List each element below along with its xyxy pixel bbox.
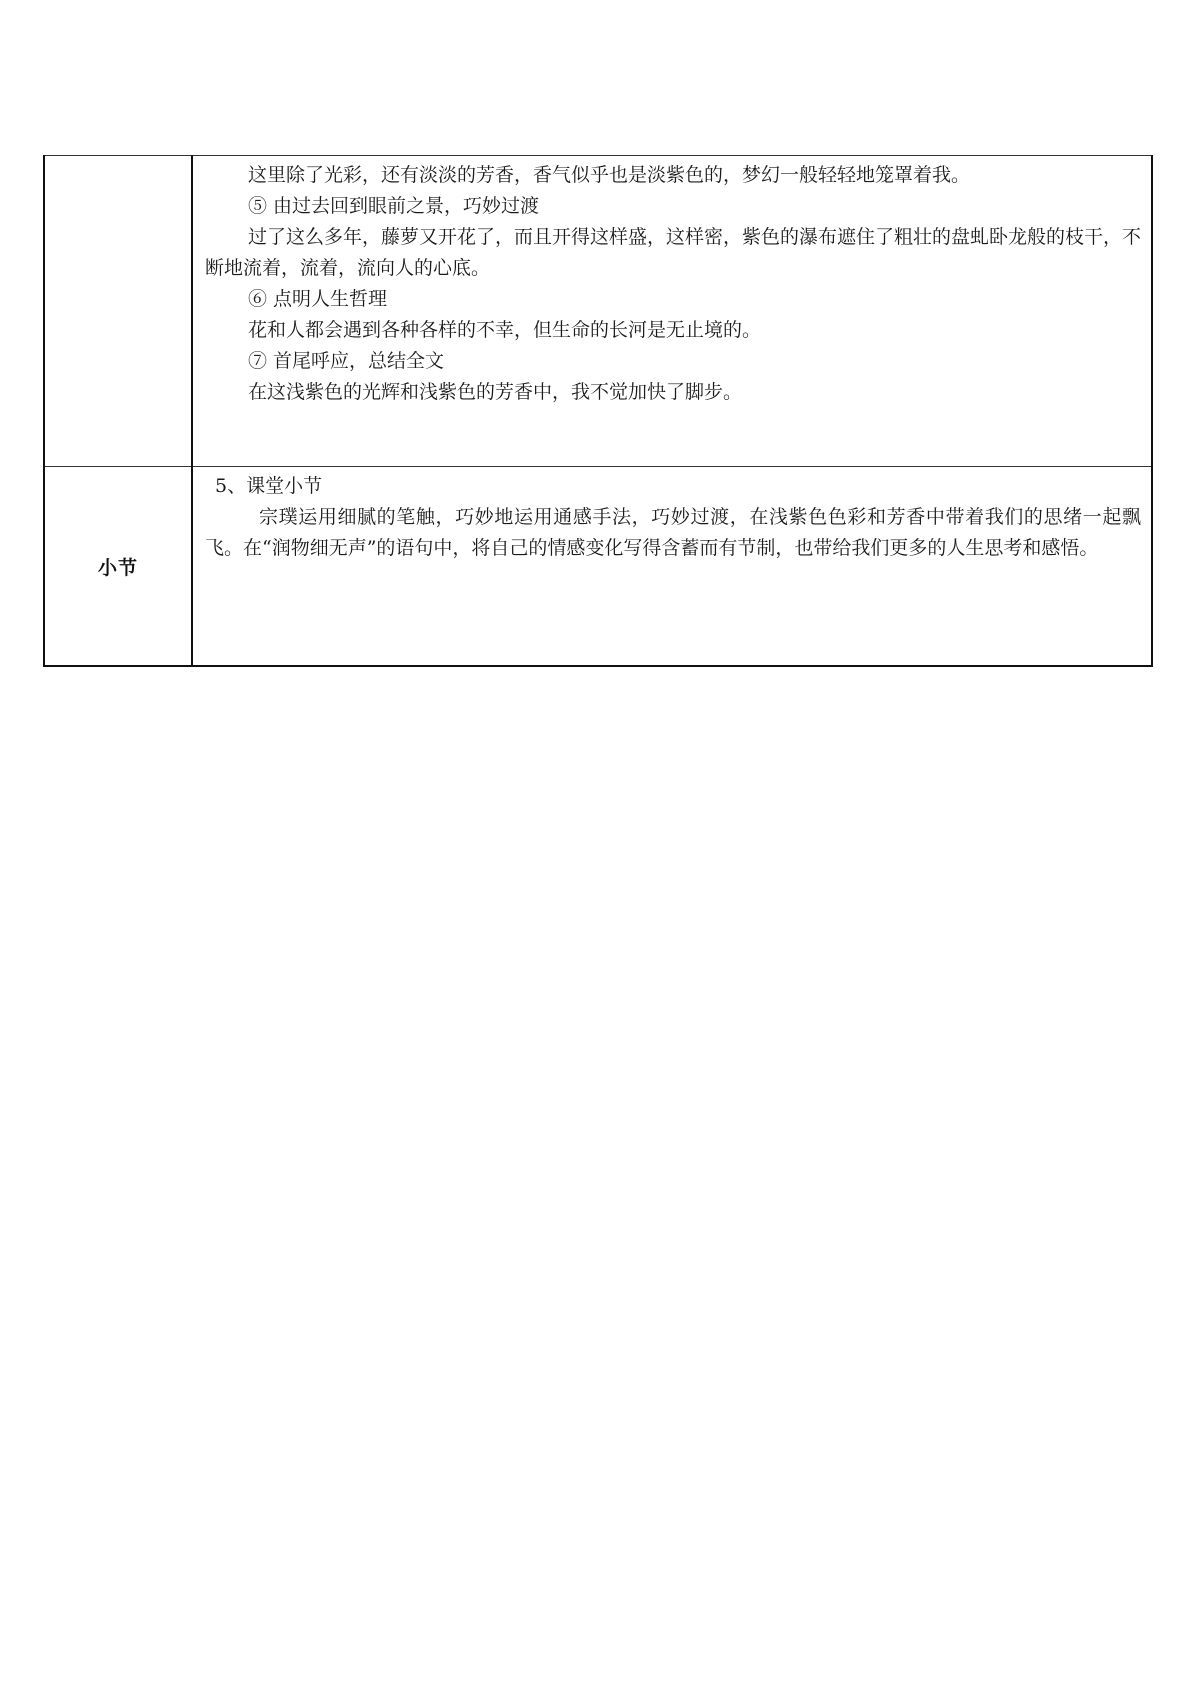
row-content-cell — [192, 156, 1152, 467]
summary-label: 小节 — [97, 556, 138, 579]
text-line: 这里除了光彩，还有淡淡的芳香，香气似乎也是淡紫色的，梦幻一般轻轻地笼罩着我。 — [248, 164, 971, 186]
row-label-cell — [44, 156, 192, 467]
lesson-table — [43, 155, 1153, 667]
table-row — [44, 156, 1152, 467]
text-line: 花和人都会遇到各种各样的不幸，但生命的长河是无止境的。 — [248, 319, 762, 341]
text-line: 在这浅紫色的光辉和浅紫色的芳香中，我不觉加快了脚步。 — [248, 381, 743, 403]
section-heading: ⑥ 点明人生哲理 — [248, 288, 388, 310]
table-row — [44, 467, 1152, 667]
section-heading: ⑤ 由过去回到眼前之景，巧妙过渡 — [248, 195, 540, 217]
summary-label-cell — [44, 467, 192, 667]
section-heading: ⑦ 首尾呼应，总结全文 — [248, 350, 445, 372]
summary-paragraph: 宗璞运用细腻的笔触，巧妙地运用通感手法，巧妙过渡，在浅紫色色彩和芳香中带着我们的思绪一起飘飞。在“润物细无声”的语句中，将自己的情感变化写得含蓄而有节制，也带给我们更多的人生思考和感悟。 — [205, 506, 1141, 559]
text-paragraph: 过了这么多年，藤萝又开花了，而且开得这样盛，这样密，紫色的瀑布遮住了粗壮的盘虬卧龙般的枝干，不断地流着，流着，流向人的心底。 — [205, 226, 1142, 279]
summary-content-cell — [192, 467, 1152, 667]
summary-heading: 5、课堂小节 — [215, 475, 323, 497]
